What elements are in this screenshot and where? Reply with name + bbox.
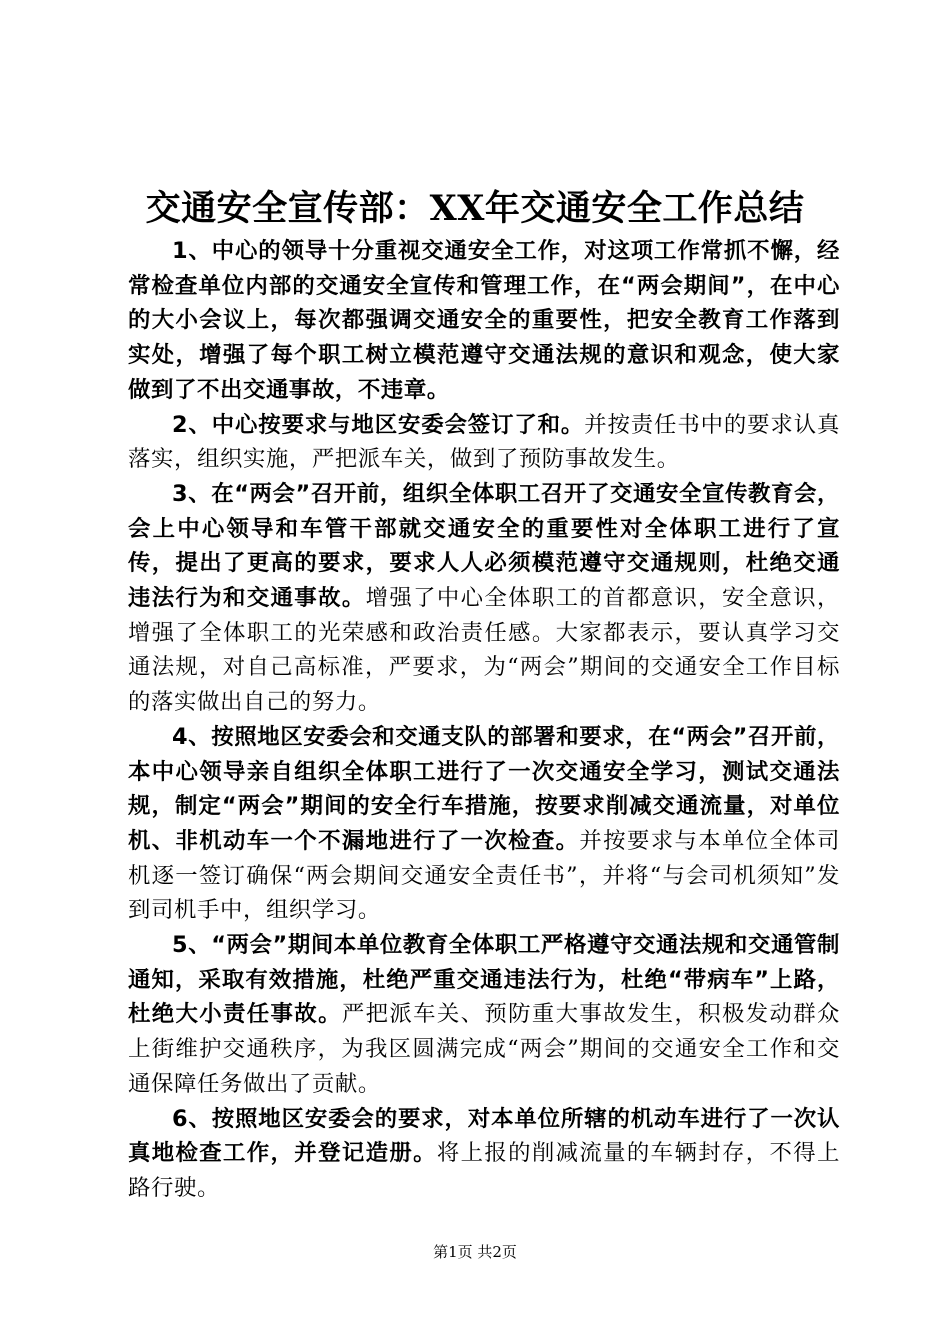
paragraph-6 bbox=[128, 1102, 840, 1206]
paragraph-5-normal-text: 严把派车关、预防重大事故发生，积极发动群众上街维护交通秩序，为我区圆满完成“两会”期间的交通安全工作和交通保障任务做出了贡献。 bbox=[128, 1001, 840, 1097]
paragraph-6-bold-text: 6、按照地区安委会的要求，对本单位所辖的机动车进行了一次认真地检查工作，并登记造册。 bbox=[128, 1105, 840, 1167]
paragraph-6-normal-text: 将上报的削减流量的车辆封存，不得上路行驶。 bbox=[128, 1140, 840, 1201]
document-body bbox=[128, 234, 840, 1206]
page-number-footer: 第1页 共2页 bbox=[433, 1243, 517, 1261]
paragraph-5 bbox=[128, 928, 840, 1102]
paragraph-2 bbox=[128, 408, 840, 477]
paragraph-3-normal-text: 增强了中心全体职工的首都意识，安全意识，增强了全体职工的光荣感和政治责任感。大家都表示，要认真学习交通法规，对自己高标准，严要求，为“两会”期间的交通安全工作目标的落实做出自己的努力。 bbox=[128, 585, 841, 716]
paragraph-2-normal-text: 并按责任书中的要求认真落实，组织实施，严把派车关，做到了预防事故发生。 bbox=[128, 411, 840, 473]
document-title: 交通安全宣传部：XX年交通安全工作总结 bbox=[145, 188, 805, 229]
paragraph-3-bold-text: 3、在“两会”召开前，组织全体职工召开了交通安全宣传教育会，会上中心领导和车管干部就交通安全的重要性对全体职工进行了宣传，提出了更高的要求，要求人人必须模范遵守交通规则，杜绝交通违法行为和交通事故。 bbox=[128, 480, 840, 612]
paragraph-1 bbox=[128, 234, 840, 408]
paragraph-2-bold-text: 2、中心按要求与地区安委会签订了和。 bbox=[172, 411, 585, 438]
paragraph-5-bold-text: 5、“两会”期间本单位教育全体职工严格遵守交通法规和交通管制通知，采取有效措施，杜绝严重交通违法行为，杜绝“带病车”上路，杜绝大小责任事故。 bbox=[128, 932, 840, 1028]
paragraph-4 bbox=[128, 720, 840, 928]
paragraph-4-bold-text: 4、按照地区安委会和交通支队的部署和要求，在“两会”召开前，本中心领导亲自组织全体职工进行了一次交通安全学习，测试交通法规，制定“两会”期间的安全行车措施，按要求削减交通流量，对单位机、非机动车一个不漏地进行了一次检查。 bbox=[128, 723, 840, 854]
paragraph-4-normal-text: 并按要求与本单位全体司机逐一签订确保“两会期间交通安全责任书”，并将“与会司机须知”发到司机手中，组织学习。 bbox=[128, 827, 840, 924]
paragraph-1-bold-text: 1、中心的领导十分重视交通安全工作，对这项工作常抓不懈，经常检查单位内部的交通安全宣传和管理工作，在“两会期间”，在中心的大小会议上，每次都强调交通安全的重要性，把安全教育工作落到实处，增强了每个职工树立模范遵守交通法规的意识和观念，使大家做到了不出交通事故，不违章。 bbox=[128, 238, 840, 403]
paragraph-3 bbox=[128, 477, 840, 720]
